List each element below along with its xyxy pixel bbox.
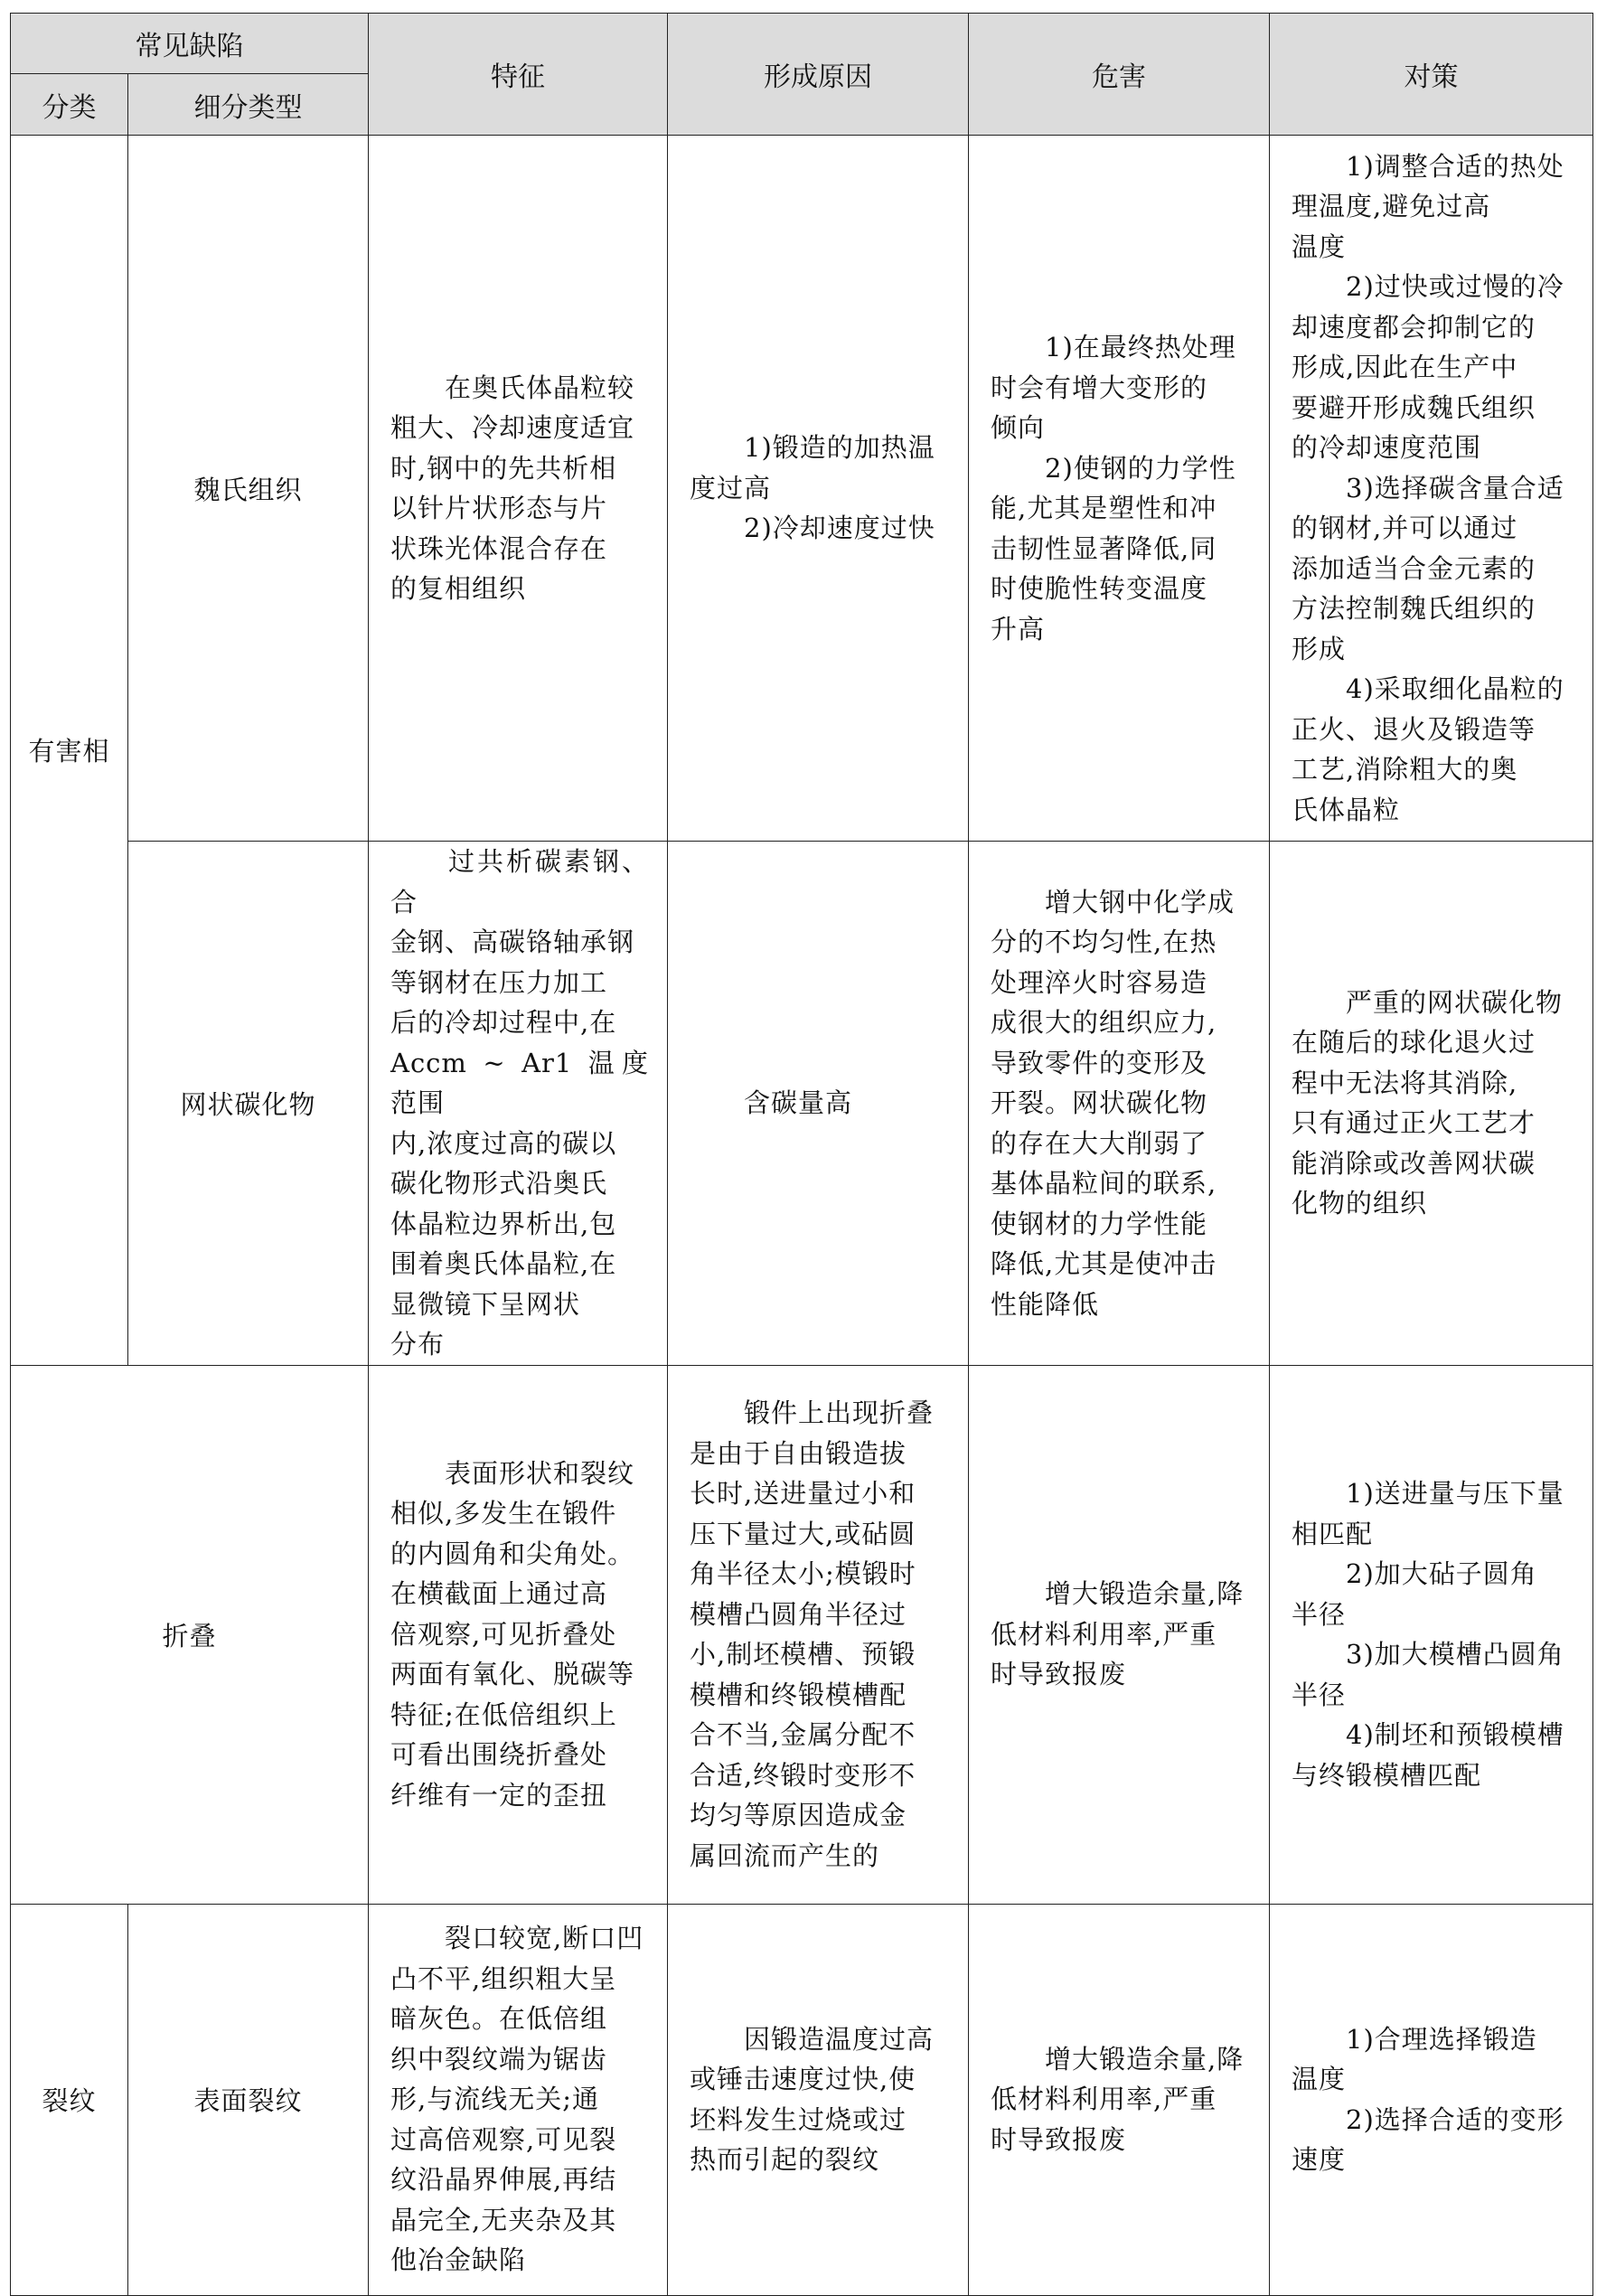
measure-cell (1270, 842, 1593, 1366)
defects-table (10, 13, 1593, 2296)
harm-cell (969, 1904, 1270, 2295)
table-row (11, 1365, 1593, 1904)
header-subtype: 细分类型 (128, 74, 369, 136)
table-row (11, 842, 1593, 1366)
feature-text: 过共析碳素钢、合 金钢、高碳铬轴承钢 等钢材在压力加工 后的冷却过程中,在 Accm ~ Ar1 温度范围 内,浓度过高的碳以 碳化物形式沿奥氏 体晶粒边界析出,包 围着奥氏体晶粒,在 显微镜下呈网状 分布 (390, 846, 649, 1360)
measure-text: 1)调整合适的热处 理温度,避免过高 温度 2)过快或过慢的冷 却速度都会抑制它的 形成,因此在生产中 要避开形成魏氏组织 的冷却速度范围 3)选择碳含量合适 的钢材,并可以通过 添加适当合金元素的 方法控制魏氏组织的 形成 4)采取细化晶粒的 正火、退火及锻造等 工艺,消除粗大的奥 氏体晶粒 (1292, 150, 1564, 825)
cause-text: 因锻造温度过高 或锤击速度过快,使 坯料发生过烧或过 热而引起的裂纹 (690, 2023, 935, 2175)
measure-cell (1270, 1904, 1593, 2295)
harm-cell (969, 136, 1270, 842)
category-cell: 裂纹 (11, 1904, 128, 2295)
cause-cell (668, 1904, 969, 2295)
measure-cell (1270, 1365, 1593, 1904)
harm-text: 增大锻造余量,降 低材料利用率,严重 时导致报废 (991, 1578, 1245, 1690)
subtype-cell: 表面裂纹 (128, 1904, 369, 2295)
feature-cell (369, 1904, 668, 2295)
header-feature: 特征 (369, 14, 668, 136)
header-category: 分类 (11, 74, 128, 136)
harm-text: 增大钢中化学成 分的不均匀性,在热 处理淬火时容易造 成很大的组织应力, 导致零件的变形及 开裂。网状碳化物 的存在大大削弱了 基体晶粒间的联系, 使钢材的力学性能 降低,尤其是使冲击 性能降低 (991, 886, 1235, 1320)
feature-cell (369, 1365, 668, 1904)
measure-cell (1270, 136, 1593, 842)
cause-cell (668, 1365, 969, 1904)
header-measure: 对策 (1270, 14, 1593, 136)
subtype-cell: 网状碳化物 (128, 842, 369, 1366)
measure-text: 1)送进量与压下量 相匹配 2)加大砧子圆角 半径 3)加大模槽凸圆角 半径 4)制坯和预锻模槽 与终锻模槽匹配 (1292, 1478, 1564, 1791)
harm-text: 增大锻造余量,降 低材料利用率,严重 时导致报废 (991, 2043, 1245, 2155)
harm-text: 1)在最终热处理 时会有增大变形的 倾向 2)使钢的力学性 能,尤其是塑性和冲 击韧性显著降低,同 时使脆性转变温度 升高 (991, 332, 1236, 645)
measure-text: 严重的网状碳化物 在随后的球化退火过 程中无法将其消除, 只有通过正火工艺才 能消除或改善网状碳 化物的组织 (1292, 986, 1564, 1219)
header-group: 常见缺陷 (11, 14, 369, 74)
harm-cell (969, 842, 1270, 1366)
cause-text: 含碳量高 (690, 1087, 853, 1118)
table-row (11, 136, 1593, 842)
header-cause: 形成原因 (668, 14, 969, 136)
feature-text: 表面形状和裂纹 相似,多发生在锻件 的内圆角和尖角处。 在横截面上通过高 倍观察,可见折叠处 两面有氧化、脱碳等 特征;在低倍组织上 可看出围绕折叠处 纤维有一定的歪扭 (390, 1457, 635, 1811)
cause-text: 锻件上出现折叠 是由于自由锻造拔 长时,送进量过小和 压下量过大,或砧圆 角半径太小;模锻时 模槽凸圆角半径过 小,制坯模槽、预锻 模槽和终锻模槽配 合不当,金属分配不 合适,终锻时变形不 均匀等原因造成金 属回流而产生的 (690, 1397, 935, 1871)
header-harm: 危害 (969, 14, 1270, 136)
subtype-cell: 魏氏组织 (128, 136, 369, 842)
category-cell: 折叠 (11, 1365, 369, 1904)
feature-cell (369, 842, 668, 1366)
feature-text: 在奥氏体晶粒较 粗大、冷却速度适宜 时,钢中的先共析相 以针片状形态与片 状珠光体混合存在 的复相组织 (390, 372, 635, 604)
cause-text: 1)锻造的加热温 度过高 2)冷却速度过快 (690, 432, 935, 544)
measure-text: 1)合理选择锻造 温度 2)选择合适的变形 速度 (1292, 2023, 1564, 2175)
harm-cell (969, 1365, 1270, 1904)
category-cell: 有害相 (11, 136, 128, 1366)
feature-text: 裂口较宽,断口凹 凸不平,组织粗大呈 暗灰色。在低倍组 织中裂纹端为锯齿 形,与流线无关;通 过高倍观察,可见裂 纹沿晶界伸展,再结 晶完全,无夹杂及其 他冶金缺陷 (390, 1923, 644, 2276)
table-row (11, 1904, 1593, 2295)
cause-cell (668, 842, 969, 1366)
cause-cell (668, 136, 969, 842)
feature-cell (369, 136, 668, 842)
